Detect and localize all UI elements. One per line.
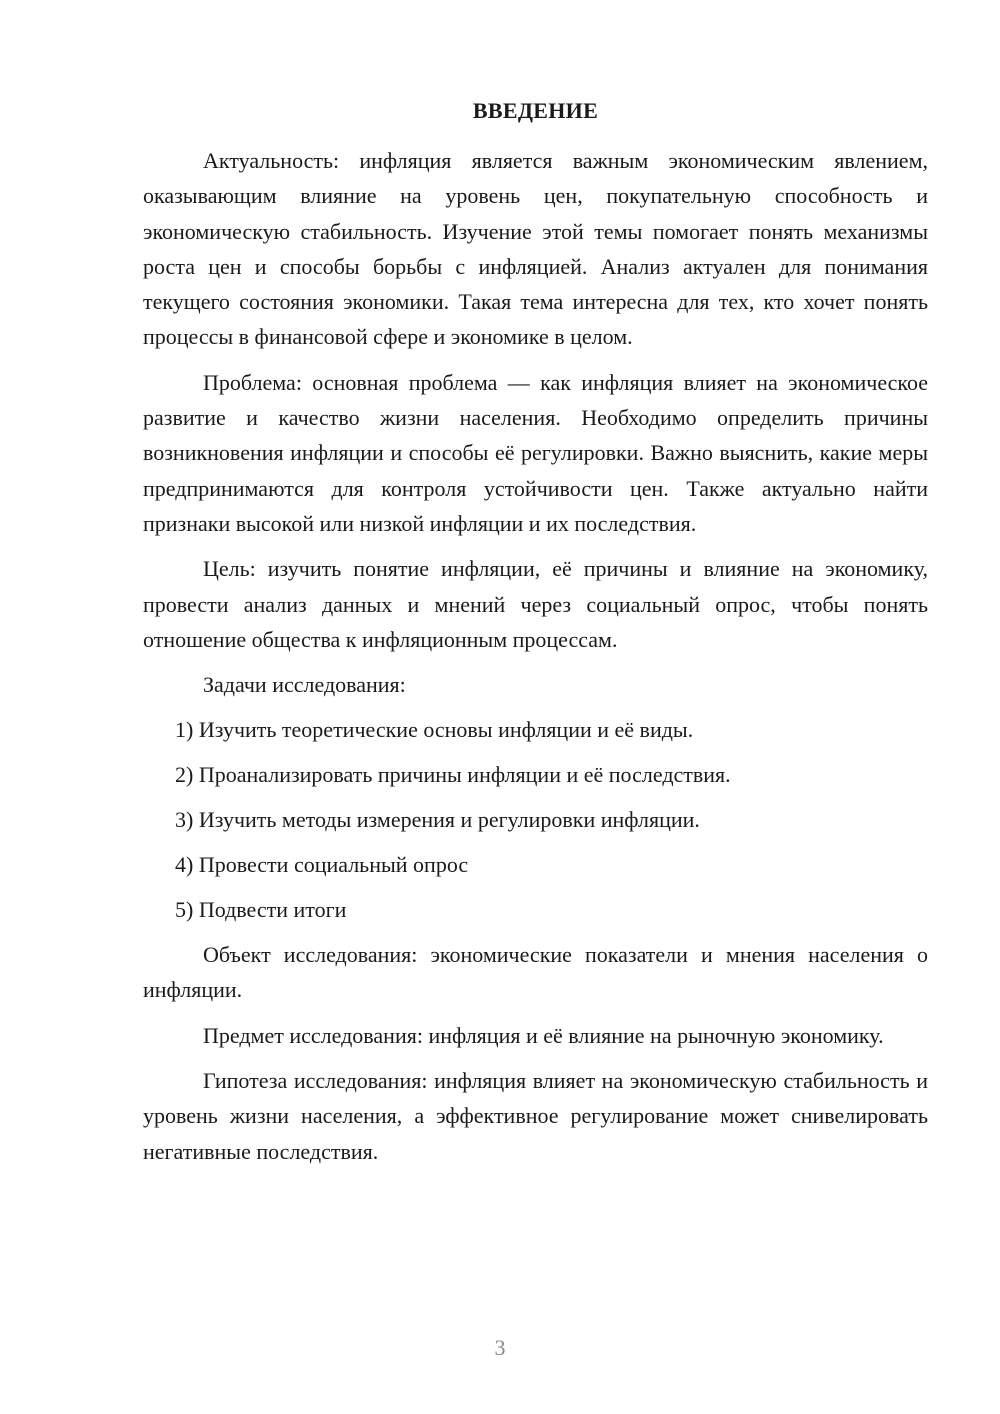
- object-paragraph: Объект исследования: экономические показатели и мнения населения о инфляции.: [143, 942, 928, 1003]
- relevance-paragraph: Актуальность: инфляция является важным экономическим явлением, оказывающим влияние на уровень цен, покупательную способность и экономическую стабильность. Изучение этой темы помогает понять механизмы роста цен и способы борьбы с инфляцией. Анализ актуален для понимания текущего состояния экономики. Такая тема интересна для тех, кто хочет понять процессы в финансовой сфере и экономике в целом.: [143, 148, 928, 350]
- list-item: 3) Изучить методы измерения и регулировки инфляции.: [175, 807, 700, 833]
- page-number: 3: [494, 1335, 506, 1360]
- subject-paragraph: Предмет исследования: инфляция и её влияние на рыночную экономику.: [203, 1022, 884, 1048]
- list-item: 2) Проанализировать причины инфляции и её последствия.: [175, 762, 731, 788]
- problem-paragraph: Проблема: основная проблема — как инфляция влияет на экономическое развитие и качество жизни населения. Необходимо определить причины возникновения инфляции и способы её регулировки. Важно выяснить, какие меры предпринимаются для контроля устойчивости цен. Также актуально найти признаки высокой или низкой инфляции и их последствия.: [143, 369, 928, 536]
- goal-paragraph: Цель: изучить понятие инфляции, её причины и влияние на экономику, провести анализ данных и мнений через социальный опрос, чтобы понять отношение общества к инфляционным процессам.: [143, 556, 928, 652]
- list-item: 1) Изучить теоретические основы инфляции и её виды.: [175, 717, 694, 743]
- list-item: 4) Провести социальный опрос: [175, 852, 469, 878]
- hypothesis-paragraph: Гипотеза исследования: инфляция влияет на экономическую стабильность и уровень жизни населения, а эффективное регулирование может снивелировать негативные последствия.: [143, 1068, 928, 1164]
- page-heading: ВВЕДЕНИЕ: [472, 98, 599, 123]
- tasks-heading: Задачи исследования:: [203, 672, 406, 698]
- tasks-list: [143, 712, 928, 927]
- document-page: [143, 96, 928, 1179]
- list-item: 5) Подвести итоги: [175, 897, 347, 923]
